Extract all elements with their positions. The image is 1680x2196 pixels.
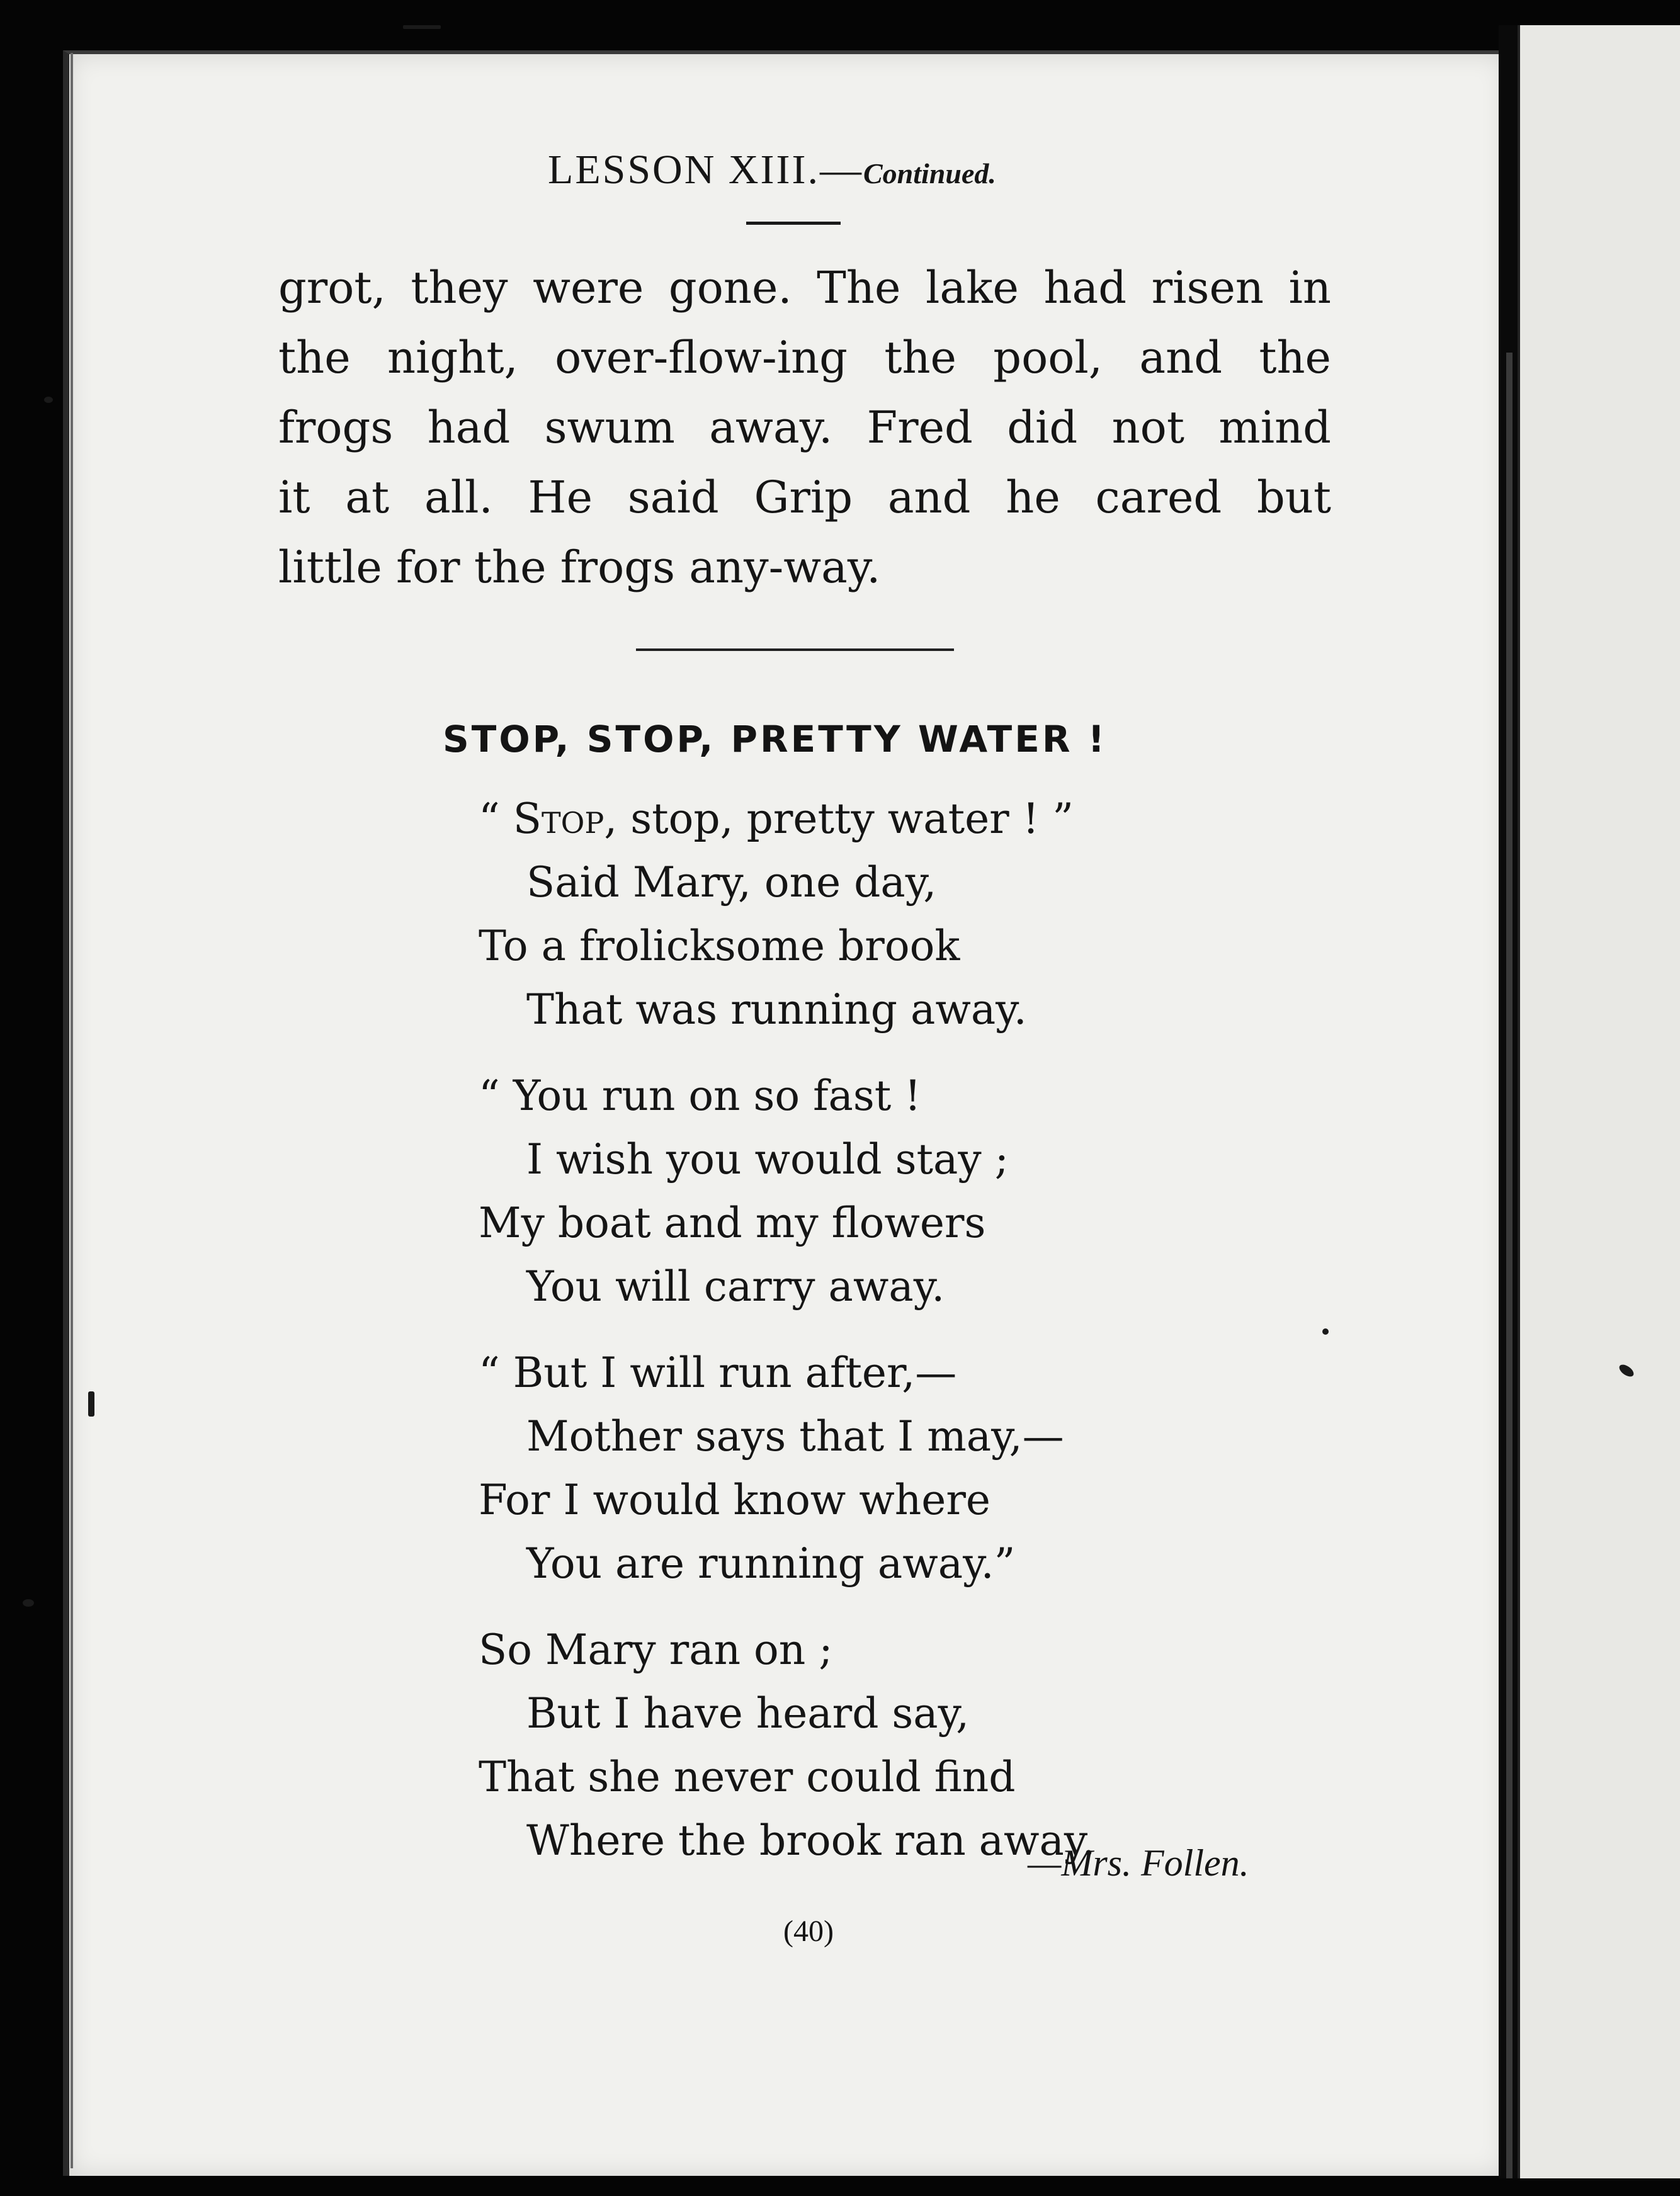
- page-number: (40): [783, 1915, 834, 1948]
- prose-line: grot, they were gone. The lake had risen in: [278, 262, 1331, 314]
- poem-line: “ You run on so fast !: [479, 1072, 921, 1120]
- ink-speck: [23, 1599, 34, 1607]
- poem-line: So Mary ran on ;: [479, 1626, 833, 1674]
- lesson-label: LESSON XIII.—: [548, 147, 863, 193]
- poem-title: STOP, STOP, PRETTY WATER !: [443, 718, 1108, 761]
- poem-line: I wish you would stay ;: [526, 1135, 1009, 1184]
- continued-label: Continued.: [863, 157, 996, 190]
- running-head: [548, 146, 996, 194]
- small-caps-word: Stop: [513, 795, 604, 843]
- ink-speck: [44, 397, 53, 403]
- poem-line: [479, 787, 1095, 851]
- stanza-gap: [479, 1318, 1095, 1341]
- poem-line: You will carry away.: [526, 1262, 945, 1311]
- poem-line: My boat and my flowers: [479, 1199, 986, 1247]
- prose-paragraph: [278, 253, 1331, 603]
- poem-line: You are running away.”: [526, 1539, 1016, 1588]
- facing-page: [1518, 25, 1680, 2178]
- page-edge: [71, 53, 73, 2168]
- ink-speck: [403, 25, 441, 29]
- stanza-gap: [479, 1595, 1095, 1618]
- poem-attribution: —Mrs. Follen.: [1028, 1842, 1249, 1884]
- ink-speck: [88, 1391, 94, 1417]
- poem-line: To a frolicksome brook: [479, 922, 960, 970]
- poem-line-rest: , stop, pretty water ! ”: [604, 795, 1074, 843]
- poem-line: “ But I will run after,—: [479, 1349, 957, 1397]
- poem-line: For I would know where: [479, 1476, 990, 1524]
- section-divider: [636, 648, 954, 651]
- head-rule: [746, 222, 841, 225]
- ink-speck: [1322, 1328, 1329, 1335]
- prose-line: frogs had swum away. Fred did not mind: [278, 402, 1331, 453]
- facing-page-edge: [1506, 353, 1513, 2178]
- poem-line: Mother says that I may,—: [526, 1412, 1064, 1461]
- poem-line: That she never could find: [479, 1753, 1016, 1801]
- poem-line: That was running away.: [526, 985, 1027, 1034]
- poem-line: But I have heard say,: [526, 1689, 970, 1738]
- open-quote: “: [479, 795, 513, 843]
- poem-line: Where the brook ran away.: [526, 1816, 1096, 1865]
- prose-line: it at all. He said Grip and he cared but: [278, 472, 1331, 523]
- poem-body: [479, 787, 1095, 1872]
- prose-line: the night, over-flow-ing the pool, and the: [278, 332, 1331, 383]
- poem-line: Said Mary, one day,: [526, 858, 937, 907]
- prose-line: little for the frogs any-way.: [278, 541, 881, 593]
- stanza-gap: [479, 1041, 1095, 1064]
